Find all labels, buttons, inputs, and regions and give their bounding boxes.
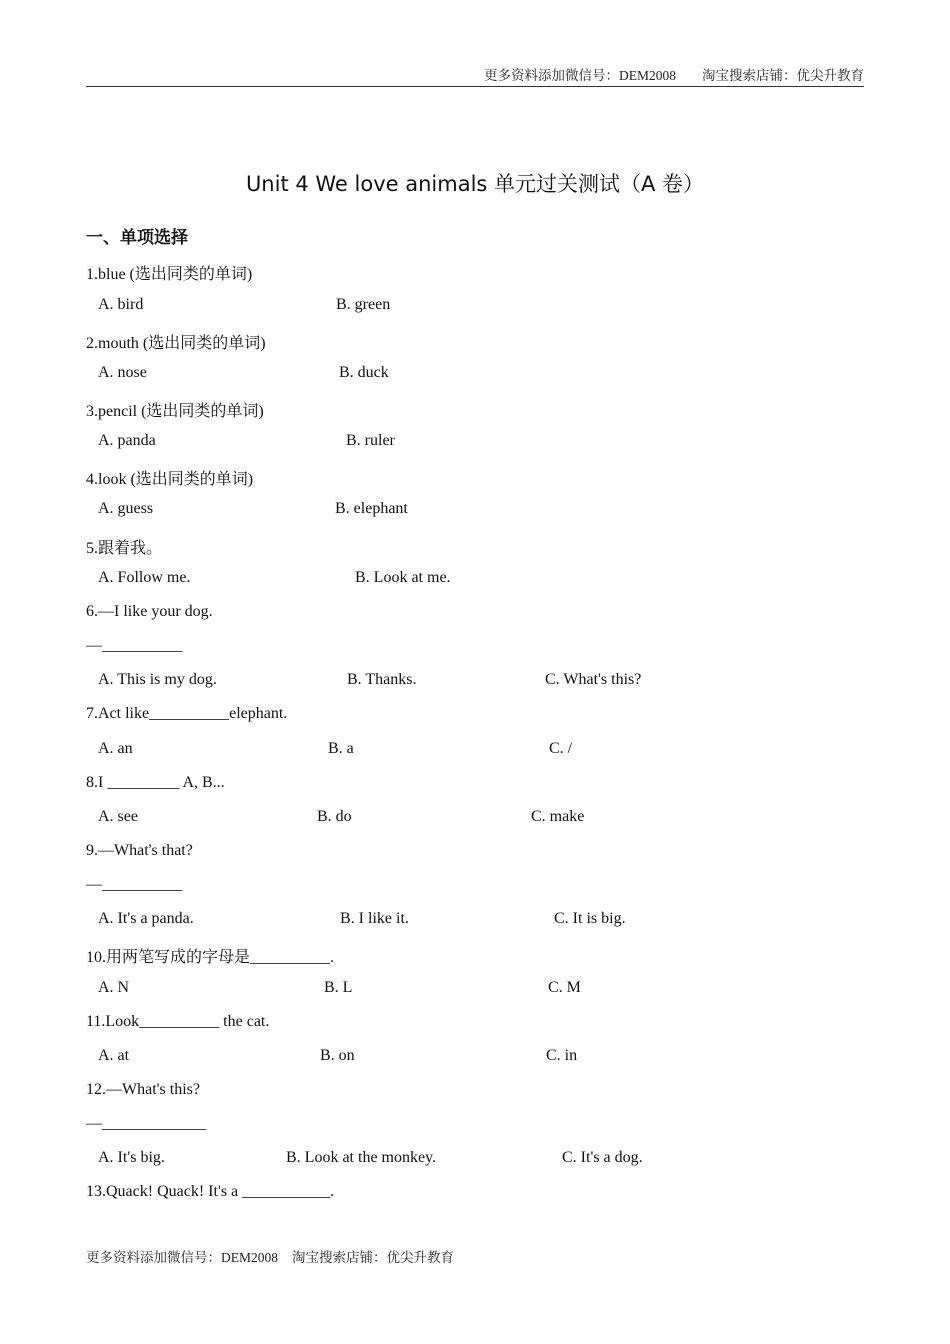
question-text: 1.blue (选出同类的单词)	[86, 266, 253, 283]
page-title: Unit 4 We love animals 单元过关测试（A 卷）	[245, 172, 705, 196]
answer-blank: —__________	[86, 876, 182, 893]
page-footer	[86, 1246, 454, 1266]
header-shop: 淘宝搜索店铺：优尖升教育	[702, 68, 864, 83]
question-text: 7.Act like__________elephant.	[86, 705, 288, 722]
option-b[interactable]: B. I like it.	[340, 910, 409, 927]
option-b[interactable]: B. a	[328, 740, 354, 757]
option-b[interactable]: B. L	[324, 979, 353, 996]
answer-blank: —__________	[86, 637, 182, 654]
question-text: 11.Look__________ the cat.	[86, 1013, 270, 1030]
option-b[interactable]: B. duck	[339, 364, 389, 381]
option-a[interactable]: A. at	[98, 1047, 130, 1064]
option-b[interactable]: B. Thanks.	[347, 671, 417, 688]
page-header	[86, 66, 864, 87]
question-text: 10.用两笔写成的字母是__________.	[86, 949, 335, 966]
option-a[interactable]: A. It's big.	[98, 1149, 165, 1166]
option-a[interactable]: A. bird	[98, 296, 144, 313]
question-text: 6.—I like your dog.	[86, 603, 213, 620]
question-text: 9.—What's that?	[86, 842, 193, 859]
option-a[interactable]: A. It's a panda.	[98, 910, 194, 927]
section-title: 一、单项选择	[86, 228, 188, 248]
option-a[interactable]: A. an	[98, 740, 133, 757]
option-c[interactable]: C. M	[548, 979, 581, 996]
option-a[interactable]: A. This is my dog.	[98, 671, 217, 688]
option-a[interactable]: A. panda	[98, 432, 156, 449]
question-text: 3.pencil (选出同类的单词)	[86, 403, 264, 420]
option-c[interactable]: C. It is big.	[554, 910, 626, 927]
question-text: 5.跟着我。	[86, 540, 163, 557]
option-c[interactable]: C. make	[531, 808, 585, 825]
footer-wechat: 更多资料添加微信号：DEM2008	[86, 1250, 278, 1265]
answer-blank: —_____________	[86, 1115, 206, 1132]
option-c[interactable]: C. It's a dog.	[562, 1149, 643, 1166]
option-b[interactable]: B. Look at me.	[355, 569, 451, 586]
option-a[interactable]: A. Follow me.	[98, 569, 191, 586]
option-a[interactable]: A. nose	[98, 364, 147, 381]
option-b[interactable]: B. do	[317, 808, 352, 825]
option-b[interactable]: B. on	[320, 1047, 355, 1064]
option-c[interactable]: C. /	[549, 740, 573, 757]
option-c[interactable]: C. What's this?	[545, 671, 642, 688]
question-text: 2.mouth (选出同类的单词)	[86, 335, 266, 352]
question-text: 12.—What's this?	[86, 1081, 200, 1098]
option-b[interactable]: B. green	[336, 296, 391, 313]
option-c[interactable]: C. in	[546, 1047, 578, 1064]
question-text: 13.Quack! Quack! It's a ___________.	[86, 1183, 335, 1200]
option-b[interactable]: B. Look at the monkey.	[286, 1149, 437, 1166]
header-wechat: 更多资料添加微信号：DEM2008	[484, 68, 676, 83]
question-text: 8.I _________ A, B...	[86, 774, 225, 791]
option-a[interactable]: A. see	[98, 808, 138, 825]
question-text: 4.look (选出同类的单词)	[86, 471, 254, 488]
option-a[interactable]: A. guess	[98, 500, 154, 517]
footer-shop: 淘宝搜索店铺：优尖升教育	[292, 1250, 454, 1265]
option-b[interactable]: B. ruler	[346, 432, 395, 449]
option-a[interactable]: A. N	[98, 979, 130, 996]
option-b[interactable]: B. elephant	[335, 500, 408, 517]
